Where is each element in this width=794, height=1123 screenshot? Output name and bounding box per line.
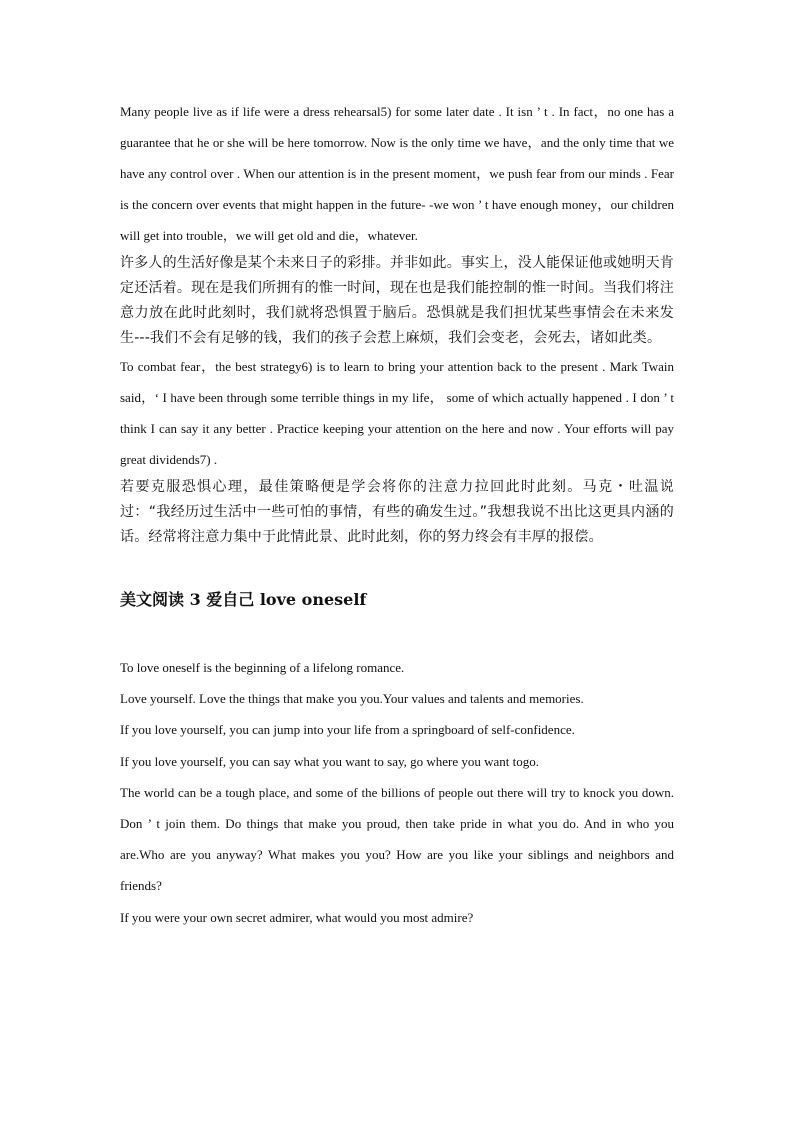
passage-2-english: To combat fear，the best strategy6) is to learn to bring your attention back to the present . Mark Twain said，‘ I have been through some terrible things in my life， some of which actually happened . I don ’ t think I can say it any better . Practice keeping your attention on the here and now . Your efforts will pay great dividends7) . (120, 359, 674, 467)
passage-1-english: Many people live as if life were a dress rehearsal5) for some later date . It isn ’ t . In fact，no one has a guarantee that he or she will be here tomorrow. Now is the only time we have，and the only time that we have any control over . When our attention is in the present moment，we push fear from our minds . Fear is the concern over events that might happen in the future- -we won ’ t have enough money，our children will get into trouble，we will get old and die，whatever. (120, 104, 674, 243)
love-oneself-line-6: If you were your own secret admirer, what would you most admire? (120, 909, 474, 925)
love-oneself-line-3: If you love yourself, you can jump into your life from a springboard of self-confidence. (120, 722, 575, 738)
love-oneself-line-1: To love oneself is the beginning of a lifelong romance. (120, 660, 405, 675)
passage-1-chinese: 许多人的生活好像是某个未来日子的彩排。并非如此。事实上，没人能保证他或她明天肯定还活着。现在是我们所拥有的惟一时间，现在也是我们能控制的惟一时间。当我们将注意力放在此时此刻时，我们就将恐惧置于脑后。恐惧就是我们担忧某些事情会在未来发生---我们不会有足够的钱，我们的孩子会惹上麻烦，我们会变老，会死去，诸如此类。 (120, 255, 674, 346)
love-oneself-line-4: If you love yourself, you can say what you want to say, go where you want togo. (120, 753, 540, 769)
passage-2-chinese: 若要克服恐惧心理，最佳策略便是学会将你的注意力拉回此时此刻。马克・吐温说过：“我经历过生活中一些可怕的事情，有些的确发生过。”我想我说不出比这更具内涵的话。经常将注意力集中于此情此景、此时此刻，你的努力终会有丰厚的报偿。 (120, 479, 674, 545)
document-page (120, 96, 674, 933)
love-oneself-paragraph-5: The world can be a tough place, and some of the billions of people out there will try to knock you down. Don ’ t join them. Do things that make you proud, then take pride in what you do. And in who you are.Who are you anyway? What makes you you? How are you like your siblings and neighbors and friends? (120, 784, 674, 894)
love-oneself-section (120, 652, 674, 933)
section-heading: 美文阅读 3 爱自己 love oneself (120, 590, 367, 609)
love-oneself-line-2: Love yourself. Love the things that make you you.Your values and talents and memories. (120, 691, 584, 707)
